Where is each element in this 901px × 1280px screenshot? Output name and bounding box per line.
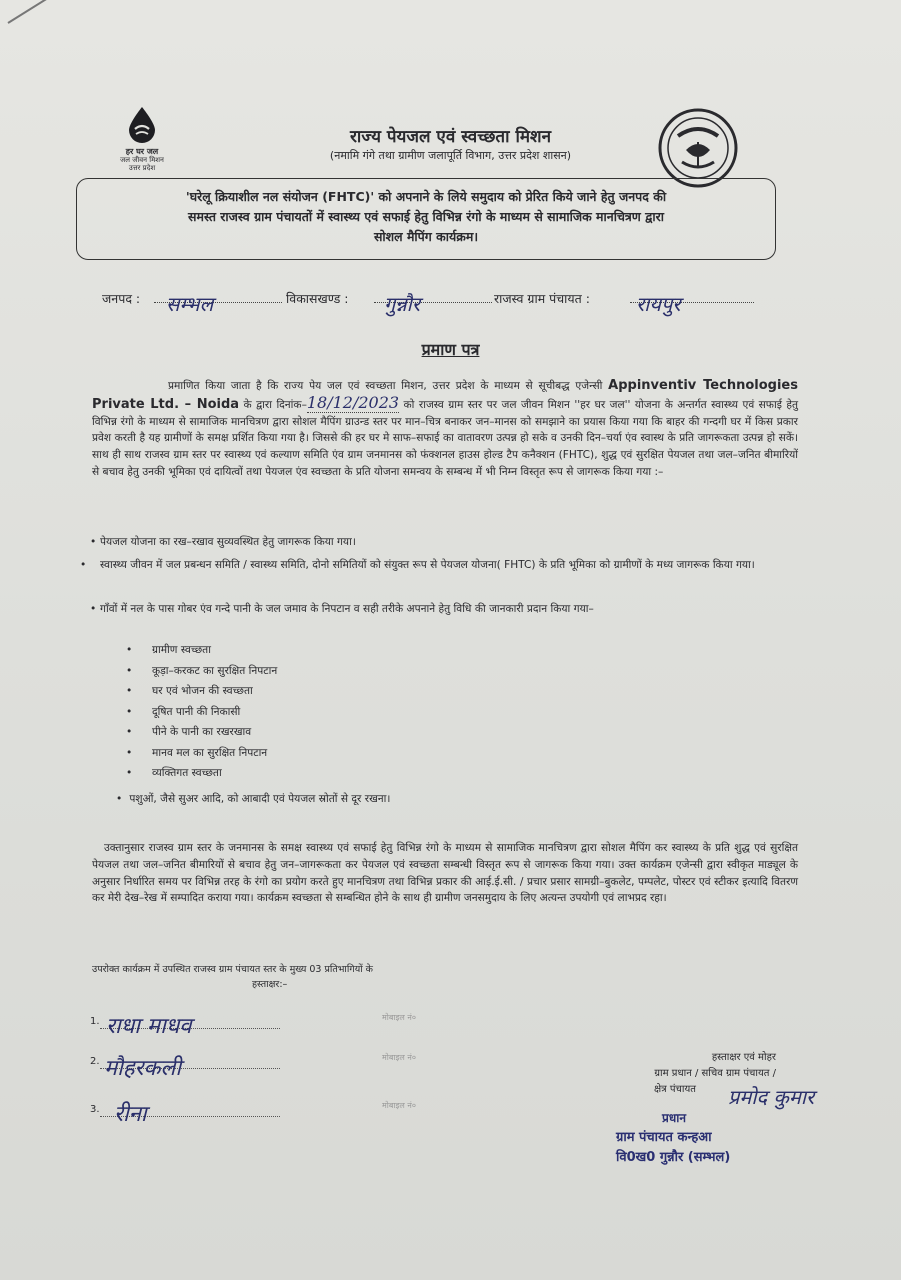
bullet-1: • पेयजल योजना का रख–रखाव सुव्यवस्थित हेतु जागरूक किया गया। [90, 536, 356, 548]
conclusion-paragraph: उक्तानुसार राजस्व ग्राम स्तर के जनमानस के समक्ष स्वास्थ्य एवं सफाई हेतु विभिन्न रंगो के माध्यम से सामाजिक मानचित्रण द्वारा सोशल मैपिंग कर स्वास्थ्य के प्रति शुद्ध एवं सुरक्षित पेयजल तथा जल–जनित बीमारियों से बचाव हेतु जन–जागरूकता कर पेयजल एवं स्वच्छता सम्बन्धी विस्तृत रूप से जागरूक किया गया। उक्त कार्यक्रम एजेन्सी द्वारा स्वीकृत माड्यूल के अनुसार निर्धारित समय पर विभिन्न तरह के रंगो का प्रयोग करते हुए मानचित्रण तथा विभिन्न प्रकार की आई.ई.सी. / प्रचार प्रसार सामग्री–बुकलेट, पम्पलेट, पोस्टर एवं स्टीकर इत्यादि वितरण कर मेरी देख–रेख में सम्पादित कराया गया। कार्यक्रम स्वच्छता से सम्बन्धित होने के साथ ही ग्रामीण जनसमुदाय के लिए अत्यन्त उपयोगी एवं लाभप्रद रहा। [92, 842, 798, 905]
animal-bullet-text: पशुओं, जैसे सुअर आदि, को आबादी एवं पेयजल स्रोतों से दूर रखना। [129, 793, 391, 805]
programme-line-1: 'घरेलू क्रियाशील नल संयोजन (FHTC)' को अपनाने के लिये समुदाय को प्रेरित किये जाने हेतु जनपद की [185, 189, 667, 204]
programme-title-box [76, 178, 776, 260]
participant-num: 3. [90, 1104, 100, 1115]
sub-item: • घर एवं भोजन की स्वच्छता [126, 681, 526, 702]
participant-signature: राधा माधव [106, 1014, 192, 1039]
sub-item: • पीने के पानी का रखरखाव [126, 722, 526, 743]
participant-num: 2. [90, 1056, 100, 1067]
panchayat-label: राजस्व ग्राम पंचायत : [494, 291, 590, 306]
body-intro: प्रमाणित किया जाता है कि राज्य पेय जल एवं स्वच्छता मिशन, उत्तर प्रदेश के माध्यम से सूचीबद्ध एजेन्सी [168, 380, 603, 392]
sub-item: • मानव मल का सुरक्षित निपटान [126, 743, 526, 764]
bullet-2-text: स्वास्थ्य जीवन में जल प्रबन्धन समिति / स्वास्थ्य समिति, दोनो समितियों को संयुक्त रूप से पेयजल योजना( FHTC) के प्रति भूमिका को ग्रामीणों के मध्य जागरूक किया गया। [100, 559, 755, 571]
sub-item: • व्यक्तिगत स्वच्छता [126, 763, 526, 784]
pradhan-signature: प्रमोद कुमार [728, 1085, 815, 1109]
signatory-line-2: ग्राम प्रधान / सचिव ग्राम पंचायत / [654, 1068, 776, 1079]
participants-note-line2: हस्ताक्षर:– [252, 979, 288, 990]
signatory-line-1: हस्ताक्षर एवं मोहर [711, 1052, 776, 1063]
district-value: सम्भल [166, 292, 214, 316]
programme-line-2: समस्त राजस्व ग्राम पंचायतों में स्वास्थ्य एवं सफाई हेतु विभिन्न रंगो के माध्यम से सामाजिक मानचित्रण द्वारा [188, 209, 664, 224]
stamp-line-1: प्रधान [662, 1111, 686, 1125]
block-label: विकासखण्ड : [286, 291, 349, 306]
body-date-label: के द्वारा दिनांक [243, 398, 302, 411]
panchayat-value: रायपुर [636, 292, 681, 316]
body-text: को राजस्व ग्राम स्तर पर जल जीवन मिशन ''हर घर जल'' योजना के अन्तर्गत स्वास्थ्य एवं सफाई हेतु विभिन्न रंगो के माध्यम से सामाजिक मानचित्रण द्वारा सोशल मैपिंग ग्राउन्ड स्तर पर मान–चित्र बनाकर जन–मानस को समझाने का प्रयास किया गया कि बाहर की गन्दगी घर में किस प्रकार प्रवेश करती है यह ग्रामीणों के समक्ष प्रर्शित किया गया है। जिससे की हर घर मे साफ–सफाई का वातावरण उत्पन्न हो सके व उनकी दिन–चर्या एंव स्वास्थ के प्रति जागरूकता उत्पन्न हो सकें। साथ ही साथ राजस्व ग्राम स्तर पर स्वास्थ्य एवं कल्याण समिति एंव ग्राम जनमानस को फंक्शनल हाउस होल्ड टैप कनैक्शन (FHTC), शुद्ध एवं सुरक्षित पेयजल तथा जल–जनित बीमारियों से बचाव हेतु उनकी भूमिका एवं दायित्वों तथा पेयजल एंव स्वच्छता के प्रति योजना समन्वय के सम्बन्ध में भी निम्न विस्तृत रूप से जागरूक किया गया :– [92, 398, 799, 478]
block-value: गुन्नौर [384, 292, 421, 316]
logo-text-2: जल जीवन मिशन [120, 156, 164, 164]
participant-signature: मौहरकली [104, 1056, 182, 1081]
logo-text-3: उत्तर प्रदेश [128, 164, 156, 172]
agency-name: Appinventiv Technologies Private Ltd. – Noida [92, 378, 798, 412]
bullet-3-text: गाँवों में नल के पास गोबर एंव गन्दे पानी के जल जमाव के निपटान व सही तरीके अपनाने हेतु विधि की जानकारी प्रदान किया गया– [100, 603, 594, 615]
mission-title: राज्य पेयजल एवं स्वच्छता मिशन [349, 127, 552, 147]
certificate-title: प्रमाण पत्र [421, 340, 480, 359]
pen-mark [7, 0, 52, 24]
bullet-3: • गाँवों में नल के पास गोबर एंव गन्दे पानी के जल जमाव के निपटान व सही तरीके अपनाने हेतु विधि की जानकारी प्रदान किया गया– [90, 603, 594, 615]
sanitation-sublist [126, 640, 526, 784]
mobile-label: मोबाइल नं० [382, 1053, 416, 1062]
body-paragraph: प्रमाणित किया जाता है कि राज्य पेय जल एवं स्वच्छता मिशन, उत्तर प्रदेश के माध्यम से सूचीबद्ध एजेन्सी Appinventiv Technologies Private Ltd. – Noida के द्वारा दिनांक–18/12/2023 को राजस्व ग्राम स्तर पर जल जीवन मिशन ''हर घर जल'' योजना के अन्तर्गत स्वास्थ्य एवं सफाई हेतु विभिन्न रंगो के माध्यम से सामाजिक मानचित्रण द्वारा सोशल मैपिंग ग्राउन्ड स्तर पर मान–चित्र बनाकर जन–मानस को समझाने का प्रयास किया गया कि बाहर की गन्दगी घर में किस प्रकार प्रवेश करती है यह ग्रामीणों के समक्ष प्रर्शित किया गया है। जिससे की हर घर मे साफ–सफाई का वातावरण उत्पन्न हो सके व उनकी दिन–चर्या एंव स्वास्थ के प्रति जागरूकता उत्पन्न हो सकें। साथ ही साथ राजस्व ग्राम स्तर पर स्वास्थ्य एवं कल्याण समिति एंव ग्राम जनमानस को फंक्शनल हाउस होल्ड टैप कनैक्शन (FHTC), शुद्ध एवं सुरक्षित पेयजल तथा जल–जनित बीमारियों से बचाव हेतु उनकी भूमिका एवं दायित्वों तथा पेयजल एंव स्वच्छता के प्रति योजना समन्वय के सम्बन्ध में भी निम्न विस्तृत रूप से जागरूक किया गया :– [92, 378, 799, 478]
location-row [102, 282, 782, 316]
stamp-line-2: ग्राम पंचायत कन्हआ [616, 1130, 712, 1145]
mobile-label: मोबाइल नं० [382, 1013, 416, 1022]
district-label: जनपद : [102, 291, 141, 306]
signatory-line-3: क्षेत्र पंचायत [654, 1084, 696, 1095]
panchayat-stamp [616, 1108, 730, 1168]
participant-num: 1. [90, 1016, 100, 1027]
programme-date: 18/12/2023 [306, 392, 400, 412]
sub-item: • कूड़ा–करकट का सुरक्षित निपटान [126, 661, 526, 682]
mobile-label: मोबाइल नं० [382, 1101, 416, 1110]
sub-item: • ग्रामीण स्वच्छता [126, 640, 526, 661]
programme-line-3: सोशल मैपिंग कार्यक्रम। [373, 229, 479, 244]
participants-note-line1: उपरोक्त कार्यक्रम में उपस्थित राजस्व ग्राम पंचायत स्तर के मुख्य 03 प्रतिभागियों के [92, 964, 373, 975]
bullet-1-text: पेयजल योजना का रख–रखाव सुव्यवस्थित हेतु जागरूक किया गया। [100, 536, 356, 548]
mission-subtitle: (नमामि गंगे तथा ग्रामीण जलापूर्ति विभाग, उत्तर प्रदेश शासन) [329, 149, 572, 162]
animal-bullet: • पशुओं, जैसे सुअर आदि, को आबादी एवं पेयजल स्रोतों से दूर रखना। [116, 793, 391, 805]
participants-note [92, 962, 373, 992]
participant-signature: रीना [114, 1102, 147, 1127]
sub-item: • दूषित पानी की निकासी [126, 702, 526, 723]
stamp-line-3: वि0ख0 गुन्नौर (सम्भल) [616, 1150, 731, 1165]
bullet-2: • स्वास्थ्य जीवन में जल प्रबन्धन समिति / स्वास्थ्य समिति, दोनो समितियों को संयुक्त रूप से पेयजल योजना( FHTC) के प्रति भूमिका को ग्रामीणों के मध्य जागरूक किया गया। [80, 559, 755, 571]
logo-text-1: हर घर जल [125, 147, 159, 156]
